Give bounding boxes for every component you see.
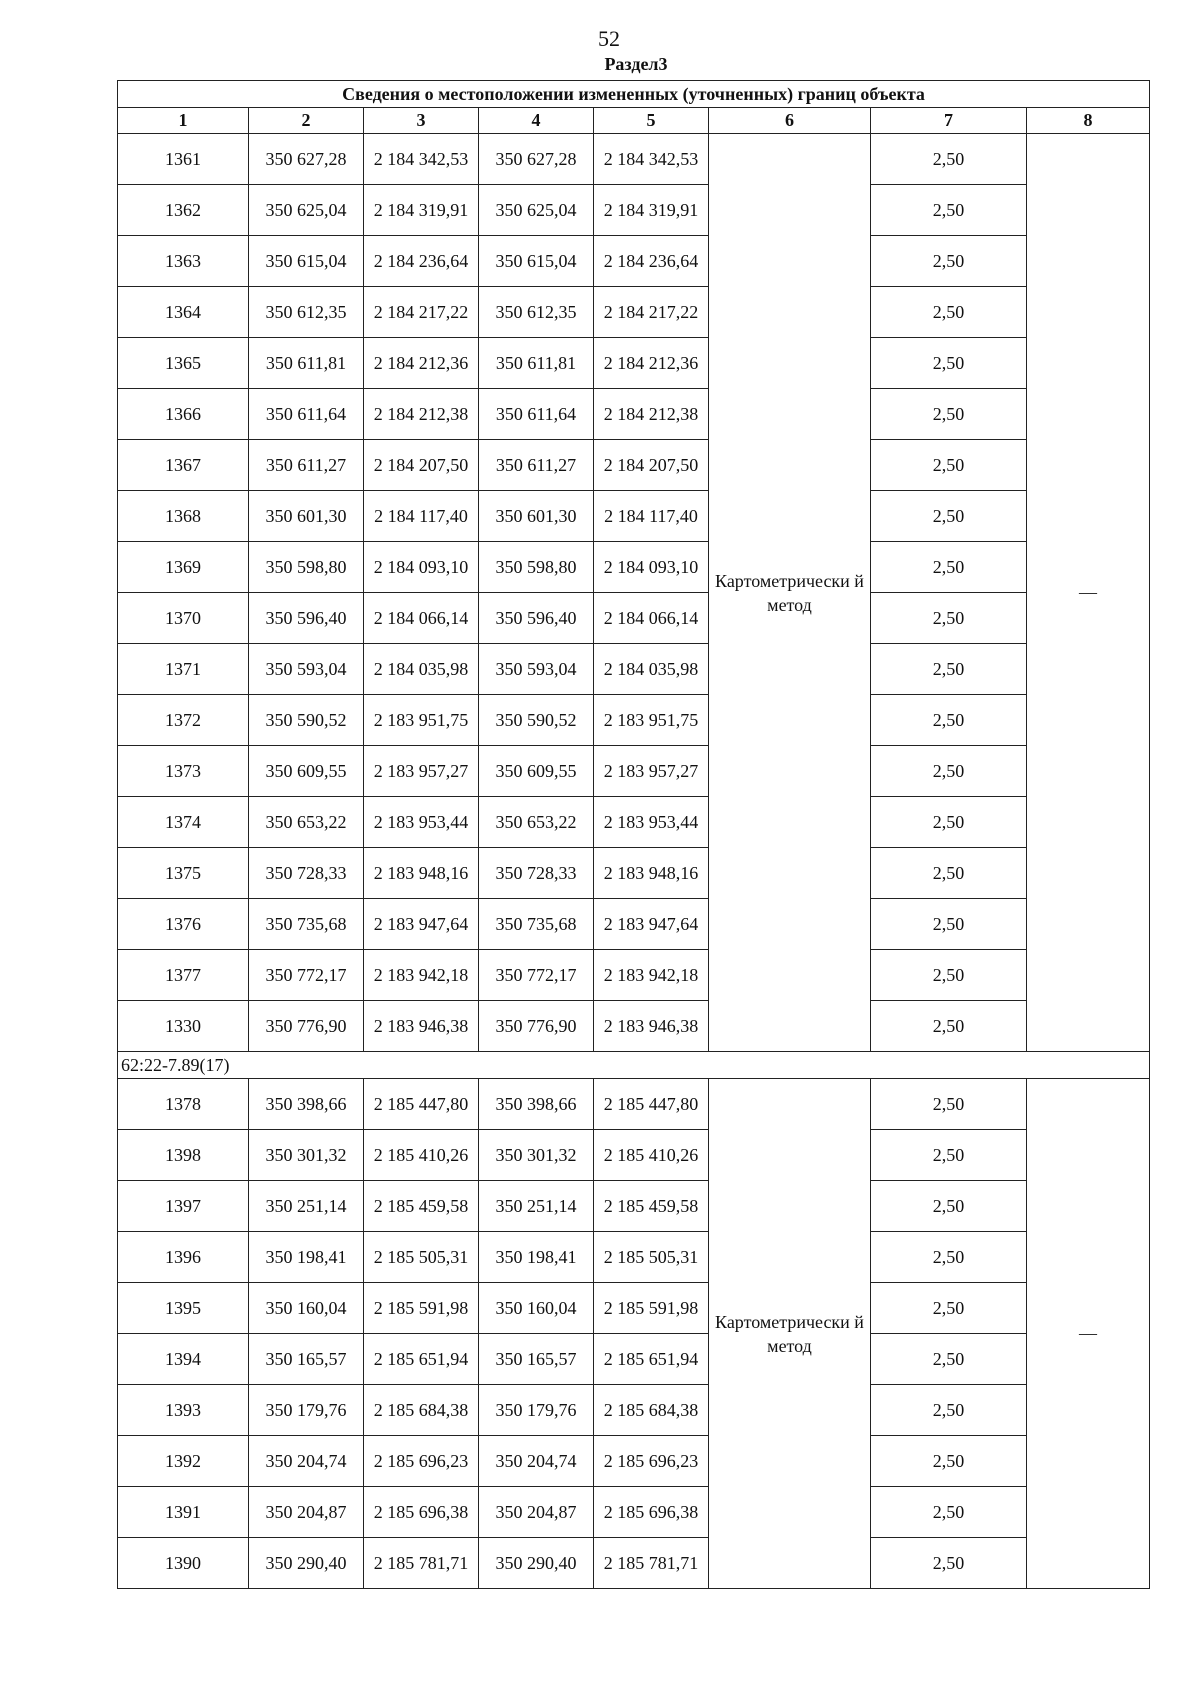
table-row bbox=[118, 287, 1150, 338]
x-new: 350 290,40 bbox=[479, 1538, 594, 1589]
table-row bbox=[118, 389, 1150, 440]
column-8-cell: — bbox=[1027, 1079, 1150, 1589]
x-new: 350 590,52 bbox=[479, 695, 594, 746]
x-new: 350 251,14 bbox=[479, 1181, 594, 1232]
y-existing: 2 183 946,38 bbox=[364, 1001, 479, 1052]
y-new: 2 185 684,38 bbox=[594, 1385, 709, 1436]
y-existing: 2 183 957,27 bbox=[364, 746, 479, 797]
accuracy: 2,50 bbox=[871, 848, 1027, 899]
y-new: 2 185 781,71 bbox=[594, 1538, 709, 1589]
x-new: 350 625,04 bbox=[479, 185, 594, 236]
column-number: 3 bbox=[364, 108, 479, 134]
x-new: 350 615,04 bbox=[479, 236, 594, 287]
y-existing: 2 184 207,50 bbox=[364, 440, 479, 491]
column-number: 8 bbox=[1027, 108, 1150, 134]
x-new: 350 165,57 bbox=[479, 1334, 594, 1385]
y-new: 2 185 651,94 bbox=[594, 1334, 709, 1385]
y-existing: 2 185 505,31 bbox=[364, 1232, 479, 1283]
x-new: 350 776,90 bbox=[479, 1001, 594, 1052]
x-new: 350 204,87 bbox=[479, 1487, 594, 1538]
x-new: 350 593,04 bbox=[479, 644, 594, 695]
accuracy: 2,50 bbox=[871, 185, 1027, 236]
y-existing: 2 184 212,36 bbox=[364, 338, 479, 389]
x-existing: 350 615,04 bbox=[249, 236, 364, 287]
y-existing: 2 185 447,80 bbox=[364, 1079, 479, 1130]
section-title: Раздел3 bbox=[604, 54, 668, 74]
accuracy: 2,50 bbox=[871, 1232, 1027, 1283]
y-existing: 2 183 947,64 bbox=[364, 899, 479, 950]
table-row bbox=[118, 899, 1150, 950]
x-existing: 350 627,28 bbox=[249, 134, 364, 185]
accuracy: 2,50 bbox=[871, 695, 1027, 746]
x-existing: 350 611,27 bbox=[249, 440, 364, 491]
y-new: 2 184 212,38 bbox=[594, 389, 709, 440]
table-row bbox=[118, 440, 1150, 491]
point-number: 1391 bbox=[118, 1487, 249, 1538]
y-new: 2 184 236,64 bbox=[594, 236, 709, 287]
y-new: 2 183 947,64 bbox=[594, 899, 709, 950]
table-row bbox=[118, 1538, 1150, 1589]
point-number: 1392 bbox=[118, 1436, 249, 1487]
y-new: 2 183 948,16 bbox=[594, 848, 709, 899]
y-new: 2 184 342,53 bbox=[594, 134, 709, 185]
table-row bbox=[118, 1079, 1150, 1130]
table-row bbox=[118, 1130, 1150, 1181]
y-new: 2 184 207,50 bbox=[594, 440, 709, 491]
x-existing: 350 772,17 bbox=[249, 950, 364, 1001]
point-number: 1398 bbox=[118, 1130, 249, 1181]
x-new: 350 611,64 bbox=[479, 389, 594, 440]
y-new: 2 185 447,80 bbox=[594, 1079, 709, 1130]
accuracy: 2,50 bbox=[871, 1538, 1027, 1589]
x-new: 350 728,33 bbox=[479, 848, 594, 899]
column-number: 1 bbox=[118, 108, 249, 134]
x-existing: 350 204,74 bbox=[249, 1436, 364, 1487]
x-existing: 350 625,04 bbox=[249, 185, 364, 236]
x-new: 350 627,28 bbox=[479, 134, 594, 185]
boundary-coordinates-table bbox=[117, 80, 1150, 1589]
x-existing: 350 735,68 bbox=[249, 899, 364, 950]
x-existing: 350 198,41 bbox=[249, 1232, 364, 1283]
table-row bbox=[118, 797, 1150, 848]
accuracy: 2,50 bbox=[871, 542, 1027, 593]
point-number: 1378 bbox=[118, 1079, 249, 1130]
x-new: 350 653,22 bbox=[479, 797, 594, 848]
column-number: 7 bbox=[871, 108, 1027, 134]
accuracy: 2,50 bbox=[871, 797, 1027, 848]
group-header: 62:22-7.89(17) bbox=[118, 1052, 1150, 1079]
x-new: 350 609,55 bbox=[479, 746, 594, 797]
point-number: 1394 bbox=[118, 1334, 249, 1385]
y-existing: 2 185 684,38 bbox=[364, 1385, 479, 1436]
point-number: 1366 bbox=[118, 389, 249, 440]
page-number: 52 bbox=[598, 26, 620, 51]
table-row bbox=[118, 746, 1150, 797]
table-row bbox=[118, 1232, 1150, 1283]
point-number: 1397 bbox=[118, 1181, 249, 1232]
table-row bbox=[118, 1487, 1150, 1538]
y-new: 2 185 505,31 bbox=[594, 1232, 709, 1283]
y-new: 2 184 066,14 bbox=[594, 593, 709, 644]
y-new: 2 185 459,58 bbox=[594, 1181, 709, 1232]
table-row bbox=[118, 1283, 1150, 1334]
accuracy: 2,50 bbox=[871, 389, 1027, 440]
y-existing: 2 184 217,22 bbox=[364, 287, 479, 338]
x-existing: 350 590,52 bbox=[249, 695, 364, 746]
y-existing: 2 185 696,38 bbox=[364, 1487, 479, 1538]
table-row bbox=[118, 236, 1150, 287]
accuracy: 2,50 bbox=[871, 287, 1027, 338]
x-existing: 350 160,04 bbox=[249, 1283, 364, 1334]
y-existing: 2 185 781,71 bbox=[364, 1538, 479, 1589]
x-new: 350 198,41 bbox=[479, 1232, 594, 1283]
table-row bbox=[118, 338, 1150, 389]
point-number: 1395 bbox=[118, 1283, 249, 1334]
x-existing: 350 204,87 bbox=[249, 1487, 364, 1538]
x-new: 350 611,81 bbox=[479, 338, 594, 389]
point-number: 1393 bbox=[118, 1385, 249, 1436]
point-number: 1367 bbox=[118, 440, 249, 491]
x-new: 350 735,68 bbox=[479, 899, 594, 950]
y-existing: 2 185 651,94 bbox=[364, 1334, 479, 1385]
y-existing: 2 183 942,18 bbox=[364, 950, 479, 1001]
x-existing: 350 611,64 bbox=[249, 389, 364, 440]
x-existing: 350 611,81 bbox=[249, 338, 364, 389]
x-existing: 350 179,76 bbox=[249, 1385, 364, 1436]
table-row bbox=[118, 848, 1150, 899]
y-existing: 2 184 342,53 bbox=[364, 134, 479, 185]
x-new: 350 611,27 bbox=[479, 440, 594, 491]
table-row bbox=[118, 1001, 1150, 1052]
point-number: 1368 bbox=[118, 491, 249, 542]
accuracy: 2,50 bbox=[871, 491, 1027, 542]
x-existing: 350 290,40 bbox=[249, 1538, 364, 1589]
point-number: 1371 bbox=[118, 644, 249, 695]
y-new: 2 184 035,98 bbox=[594, 644, 709, 695]
accuracy: 2,50 bbox=[871, 593, 1027, 644]
table-row bbox=[118, 695, 1150, 746]
accuracy: 2,50 bbox=[871, 1181, 1027, 1232]
y-new: 2 184 319,91 bbox=[594, 185, 709, 236]
y-existing: 2 183 948,16 bbox=[364, 848, 479, 899]
y-new: 2 184 093,10 bbox=[594, 542, 709, 593]
y-existing: 2 183 951,75 bbox=[364, 695, 479, 746]
x-existing: 350 596,40 bbox=[249, 593, 364, 644]
x-existing: 350 598,80 bbox=[249, 542, 364, 593]
accuracy: 2,50 bbox=[871, 134, 1027, 185]
y-new: 2 183 946,38 bbox=[594, 1001, 709, 1052]
point-number: 1369 bbox=[118, 542, 249, 593]
x-existing: 350 728,33 bbox=[249, 848, 364, 899]
x-new: 350 204,74 bbox=[479, 1436, 594, 1487]
x-existing: 350 609,55 bbox=[249, 746, 364, 797]
x-existing: 350 251,14 bbox=[249, 1181, 364, 1232]
x-new: 350 596,40 bbox=[479, 593, 594, 644]
column-8-cell: — bbox=[1027, 134, 1150, 1052]
point-number: 1363 bbox=[118, 236, 249, 287]
y-existing: 2 184 236,64 bbox=[364, 236, 479, 287]
table-row bbox=[118, 950, 1150, 1001]
table-row bbox=[118, 491, 1150, 542]
accuracy: 2,50 bbox=[871, 1334, 1027, 1385]
accuracy: 2,50 bbox=[871, 1001, 1027, 1052]
point-number: 1396 bbox=[118, 1232, 249, 1283]
column-number: 4 bbox=[479, 108, 594, 134]
y-existing: 2 184 066,14 bbox=[364, 593, 479, 644]
method-cell: Картометрически й метод bbox=[709, 1079, 871, 1589]
y-new: 2 183 957,27 bbox=[594, 746, 709, 797]
x-new: 350 598,80 bbox=[479, 542, 594, 593]
y-existing: 2 185 696,23 bbox=[364, 1436, 479, 1487]
y-new: 2 183 942,18 bbox=[594, 950, 709, 1001]
y-existing: 2 183 953,44 bbox=[364, 797, 479, 848]
y-existing: 2 184 093,10 bbox=[364, 542, 479, 593]
x-existing: 350 653,22 bbox=[249, 797, 364, 848]
point-number: 1365 bbox=[118, 338, 249, 389]
table-row bbox=[118, 134, 1150, 185]
y-existing: 2 184 035,98 bbox=[364, 644, 479, 695]
group-header-row bbox=[118, 1052, 1150, 1079]
point-number: 1370 bbox=[118, 593, 249, 644]
y-new: 2 184 212,36 bbox=[594, 338, 709, 389]
y-new: 2 185 696,23 bbox=[594, 1436, 709, 1487]
table-row bbox=[118, 1334, 1150, 1385]
x-new: 350 160,04 bbox=[479, 1283, 594, 1334]
table-row bbox=[118, 644, 1150, 695]
y-new: 2 184 117,40 bbox=[594, 491, 709, 542]
y-existing: 2 184 212,38 bbox=[364, 389, 479, 440]
x-existing: 350 398,66 bbox=[249, 1079, 364, 1130]
accuracy: 2,50 bbox=[871, 899, 1027, 950]
y-new: 2 183 951,75 bbox=[594, 695, 709, 746]
accuracy: 2,50 bbox=[871, 1385, 1027, 1436]
point-number: 1330 bbox=[118, 1001, 249, 1052]
point-number: 1364 bbox=[118, 287, 249, 338]
y-existing: 2 184 117,40 bbox=[364, 491, 479, 542]
y-existing: 2 185 410,26 bbox=[364, 1130, 479, 1181]
point-number: 1376 bbox=[118, 899, 249, 950]
accuracy: 2,50 bbox=[871, 1436, 1027, 1487]
accuracy: 2,50 bbox=[871, 236, 1027, 287]
x-existing: 350 601,30 bbox=[249, 491, 364, 542]
point-number: 1374 bbox=[118, 797, 249, 848]
accuracy: 2,50 bbox=[871, 1487, 1027, 1538]
table-row bbox=[118, 1181, 1150, 1232]
table-row bbox=[118, 1436, 1150, 1487]
table-row bbox=[118, 542, 1150, 593]
point-number: 1375 bbox=[118, 848, 249, 899]
x-existing: 350 165,57 bbox=[249, 1334, 364, 1385]
accuracy: 2,50 bbox=[871, 950, 1027, 1001]
y-existing: 2 184 319,91 bbox=[364, 185, 479, 236]
column-number: 6 bbox=[709, 108, 871, 134]
x-existing: 350 776,90 bbox=[249, 1001, 364, 1052]
accuracy: 2,50 bbox=[871, 338, 1027, 389]
method-cell: Картометрически й метод bbox=[709, 134, 871, 1052]
point-number: 1373 bbox=[118, 746, 249, 797]
y-new: 2 185 410,26 bbox=[594, 1130, 709, 1181]
x-existing: 350 612,35 bbox=[249, 287, 364, 338]
table-caption: Сведения о местоположении измененных (уточненных) границ объекта bbox=[118, 81, 1150, 108]
accuracy: 2,50 bbox=[871, 1130, 1027, 1181]
table-row bbox=[118, 185, 1150, 236]
point-number: 1372 bbox=[118, 695, 249, 746]
x-existing: 350 301,32 bbox=[249, 1130, 364, 1181]
accuracy: 2,50 bbox=[871, 1079, 1027, 1130]
x-existing: 350 593,04 bbox=[249, 644, 364, 695]
x-new: 350 398,66 bbox=[479, 1079, 594, 1130]
y-new: 2 184 217,22 bbox=[594, 287, 709, 338]
accuracy: 2,50 bbox=[871, 440, 1027, 491]
y-new: 2 183 953,44 bbox=[594, 797, 709, 848]
point-number: 1361 bbox=[118, 134, 249, 185]
accuracy: 2,50 bbox=[871, 644, 1027, 695]
point-number: 1377 bbox=[118, 950, 249, 1001]
point-number: 1362 bbox=[118, 185, 249, 236]
accuracy: 2,50 bbox=[871, 746, 1027, 797]
table-row bbox=[118, 1385, 1150, 1436]
point-number: 1390 bbox=[118, 1538, 249, 1589]
table-row bbox=[118, 593, 1150, 644]
y-new: 2 185 591,98 bbox=[594, 1283, 709, 1334]
x-new: 350 601,30 bbox=[479, 491, 594, 542]
y-existing: 2 185 459,58 bbox=[364, 1181, 479, 1232]
x-new: 350 301,32 bbox=[479, 1130, 594, 1181]
y-new: 2 185 696,38 bbox=[594, 1487, 709, 1538]
column-number: 5 bbox=[594, 108, 709, 134]
x-new: 350 179,76 bbox=[479, 1385, 594, 1436]
accuracy: 2,50 bbox=[871, 1283, 1027, 1334]
x-new: 350 772,17 bbox=[479, 950, 594, 1001]
x-new: 350 612,35 bbox=[479, 287, 594, 338]
column-number: 2 bbox=[249, 108, 364, 134]
y-existing: 2 185 591,98 bbox=[364, 1283, 479, 1334]
